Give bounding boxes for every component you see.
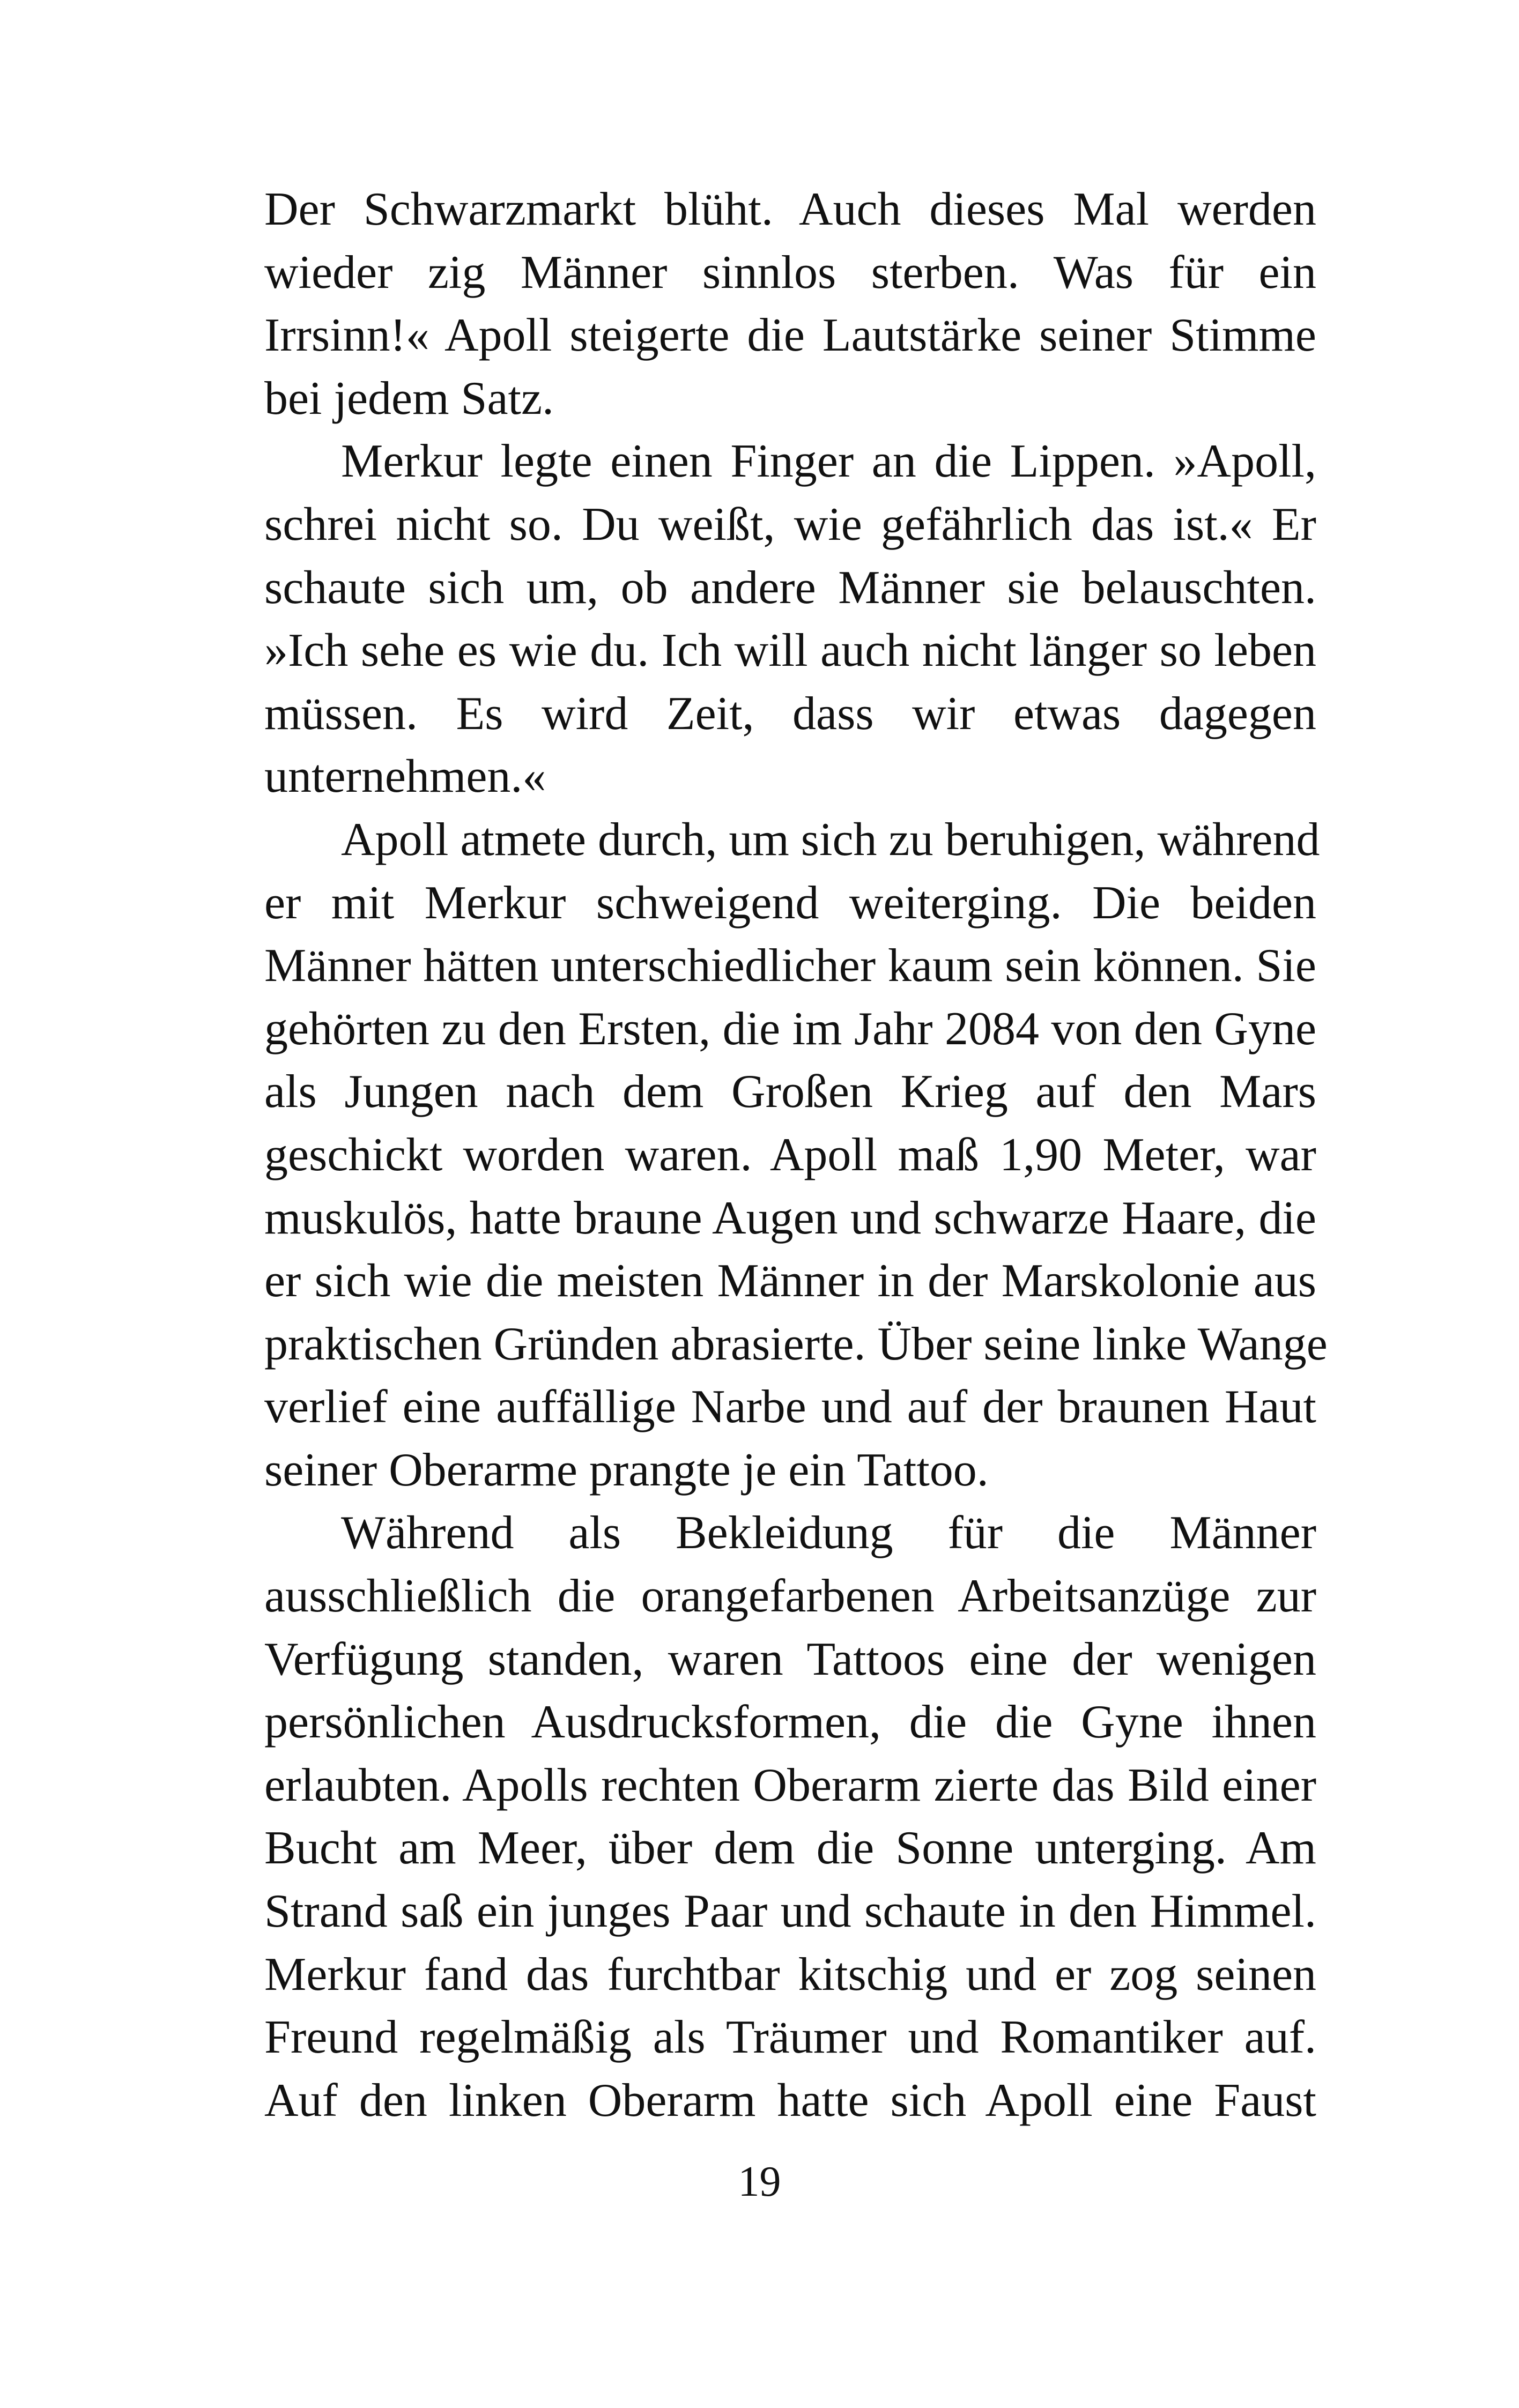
text-line: Verfügung standen, waren Tattoos eine der wenigen — [264, 1633, 1316, 1685]
text-line: Auf den linken Oberarm hatte sich Apoll eine Faust — [264, 2074, 1316, 2127]
paragraph — [264, 808, 1328, 1502]
text-line: Der Schwarzmarkt blüht. Auch dieses Mal werden — [264, 183, 1316, 235]
text-line: Bucht am Meer, über dem die Sonne unterging. Am — [264, 1822, 1316, 1875]
text-line: verlief eine auffällige Narbe und auf der braunen Haut — [264, 1381, 1316, 1433]
text-line: gehörten zu den Ersten, die im Jahr 2084 von den Gyne — [264, 1002, 1316, 1055]
paragraph — [264, 178, 1316, 430]
text-line: erlaubten. Apolls rechten Oberarm zierte das Bild einer — [264, 1759, 1316, 1811]
text-line: Strand saß ein junges Paar und schaute in den Himmel. — [264, 1885, 1316, 1938]
text-line: persönlichen Ausdrucksformen, die die Gyne ihnen — [264, 1696, 1316, 1749]
text-line: Männer hätten unterschiedlicher kaum sein können. Sie — [264, 940, 1316, 992]
text-line: müssen. Es wird Zeit, dass wir etwas dagegen — [264, 687, 1316, 740]
text-line: als Jungen nach dem Großen Krieg auf den Mars — [264, 1066, 1316, 1118]
text-line: Merkur legte einen Finger an die Lippen. »Apoll, — [341, 435, 1316, 488]
body-text — [264, 178, 1328, 2132]
text-line: bei jedem Satz. — [264, 372, 554, 425]
text-line: wieder zig Männer sinnlos sterben. Was für ein — [264, 246, 1316, 299]
text-line: praktischen Gründen abrasierte. Über seine linke Wange — [264, 1318, 1328, 1370]
text-line: schrei nicht so. Du weißt, wie gefährlich das ist.« Er — [264, 498, 1316, 551]
text-line: Merkur fand das furchtbar kitschig und er zog seinen — [264, 1948, 1316, 2001]
text-line: Irrsinn!« Apoll steigerte die Lautstärke seiner Stimme — [264, 309, 1316, 362]
text-line: »Ich sehe es wie du. Ich will auch nicht länger so leben — [264, 625, 1316, 677]
text-line: geschickt worden waren. Apoll maß 1,90 Meter, war — [264, 1128, 1316, 1181]
text-line: Apoll atmete durch, um sich zu beruhigen, während — [341, 813, 1320, 866]
text-line: er mit Merkur schweigend weiterging. Die beiden — [264, 876, 1316, 929]
text-line: ausschließlich die orangefarbenen Arbeitsanzüge zur — [264, 1570, 1316, 1623]
text-line: seiner Oberarme prangte je ein Tattoo. — [264, 1444, 989, 1496]
paragraph — [264, 1502, 1316, 2132]
text-line: Freund regelmäßig als Träumer und Romantiker auf. — [264, 2011, 1316, 2064]
page-number: 19 — [738, 2158, 781, 2205]
text-line: er sich wie die meisten Männer in der Marskolonie aus — [264, 1255, 1316, 1307]
text-line: unternehmen.« — [264, 750, 546, 803]
text-line: muskulös, hatte braune Augen und schwarze Haare, die — [264, 1192, 1316, 1244]
text-line: schaute sich um, ob andere Männer sie belauschten. — [264, 561, 1316, 614]
text-line: Während als Bekleidung für die Männer — [341, 1507, 1316, 1559]
paragraph — [264, 430, 1316, 808]
